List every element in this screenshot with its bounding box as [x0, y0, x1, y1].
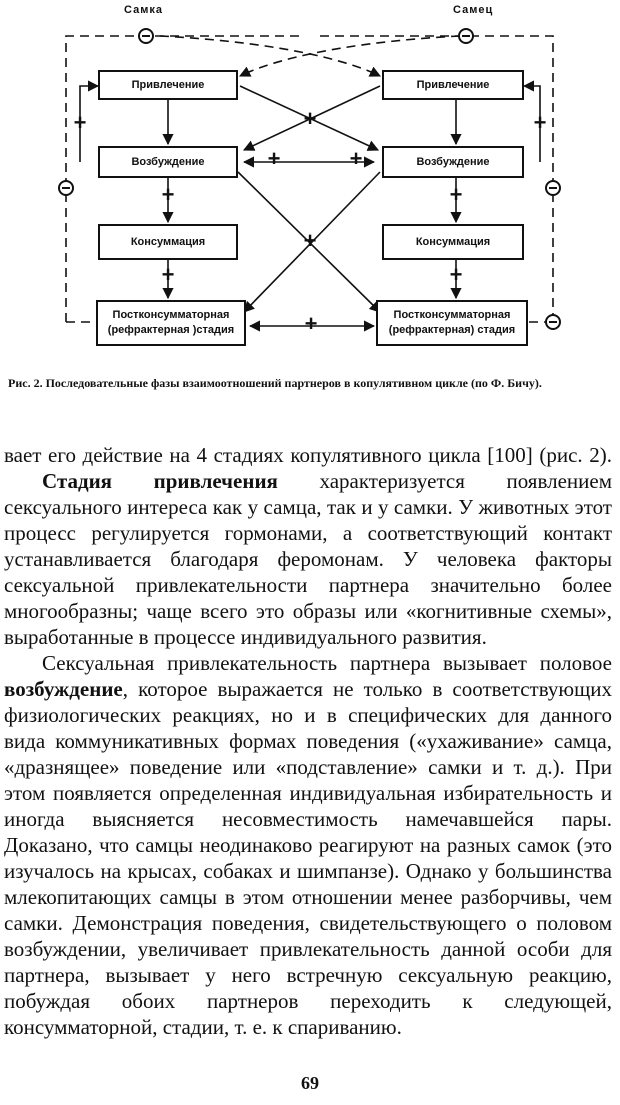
female-arousal-box: Возбуждение	[98, 146, 238, 178]
plus-sign: +	[161, 262, 175, 287]
paragraph-arousal-text: , которое выражается не только в соответствующих физиологических реакциях, но и в специфических для данного вида коммуникативных формах поведения («ухаживание» самца, «дразнящее» поведение или «подставление» самки и т. д.). При этом появляется определенная индивидуальная избирательность и иногда выясняется несовместимость намечавшейся пары. Доказано, что самцы неодинаково реагируют на разных самок (это изучалось на крысах, собаках и шимпанзе). Однако у большинства млекопитающих самцы в этом отношении менее разборчивы, чем самки. Демонстрация поведения, свидетельствующего о половом возбуждении, увеличивает привлекательность данной особи для партнера, вызывает у него встречную сексуальную реакцию, побуждая обоих партнеров переходить к следующей, консумматорной, стадии, т. е. к спариванию.	[4, 677, 612, 1039]
male-postconsummatory-box	[376, 300, 528, 346]
paragraph-attraction-text: характеризуется появлением сексуального интереса как у самца, так и у самки. У животных этот процесс регулируется гормонами, а соответствующий контакт устанавливается благодаря феромонам. У человека факторы сексуальной привлекательности партнера значительно более многообразны; чаще всего это образы или «когнитивные схемы», выработанные в процессе индивидуального развития.	[4, 469, 612, 649]
female-postconsummatory-box	[96, 300, 246, 346]
plus-sign: +	[303, 228, 317, 253]
plus-sign: +	[161, 182, 175, 207]
female-post-line2: (рефрактерная )стадия	[107, 324, 235, 336]
plus-sign: +	[304, 311, 318, 336]
paragraph-arousal	[4, 650, 612, 1040]
male-column-label: Самец	[453, 4, 494, 16]
paragraph-attraction	[4, 468, 612, 650]
male-post-line1: Постконсумматорная	[393, 309, 511, 321]
right-side-minus-icon	[545, 180, 561, 196]
plus-sign: +	[449, 182, 463, 207]
term-attraction: Стадия привлечения	[42, 469, 278, 493]
male-post-line2: (рефрактерная) стадия	[388, 324, 516, 336]
right-post-minus-icon	[545, 314, 561, 330]
plus-sign: +	[303, 106, 317, 131]
female-consummation-box: Консуммация	[98, 224, 238, 260]
plus-sign: +	[73, 110, 87, 135]
left-side-minus-icon	[58, 180, 74, 196]
plus-sign: +	[533, 110, 547, 135]
body-text	[4, 442, 612, 1040]
male-consummation-box: Консуммация	[382, 224, 524, 260]
male-inhibition-minus-icon	[458, 28, 474, 44]
paragraph-arousal-intro: Сексуальная привлекательность партнера вызывает половое	[42, 651, 612, 675]
female-post-line1: Постконсумматорная	[112, 309, 230, 321]
figure-caption: Рис. 2. Последовательные фазы взаимоотношений партнеров в копулятивном цикле (по Ф. Бичу).	[8, 376, 542, 390]
copulatory-cycle-diagram	[0, 0, 620, 360]
page-number: 69	[301, 1073, 319, 1093]
paragraph-continuation: вает его действие на 4 стадиях копулятивного цикла [100] (рис. 2).	[4, 443, 612, 467]
term-arousal: возбуждение	[4, 677, 123, 701]
male-arousal-box: Возбуждение	[382, 146, 524, 178]
male-attraction-box: Привлечение	[382, 70, 524, 100]
plus-sign: +	[267, 146, 281, 171]
female-column-label: Самка	[124, 4, 163, 16]
plus-sign: +	[449, 262, 463, 287]
female-inhibition-minus-icon	[138, 28, 154, 44]
plus-sign: +	[349, 146, 363, 171]
female-attraction-box: Привлечение	[98, 70, 238, 100]
